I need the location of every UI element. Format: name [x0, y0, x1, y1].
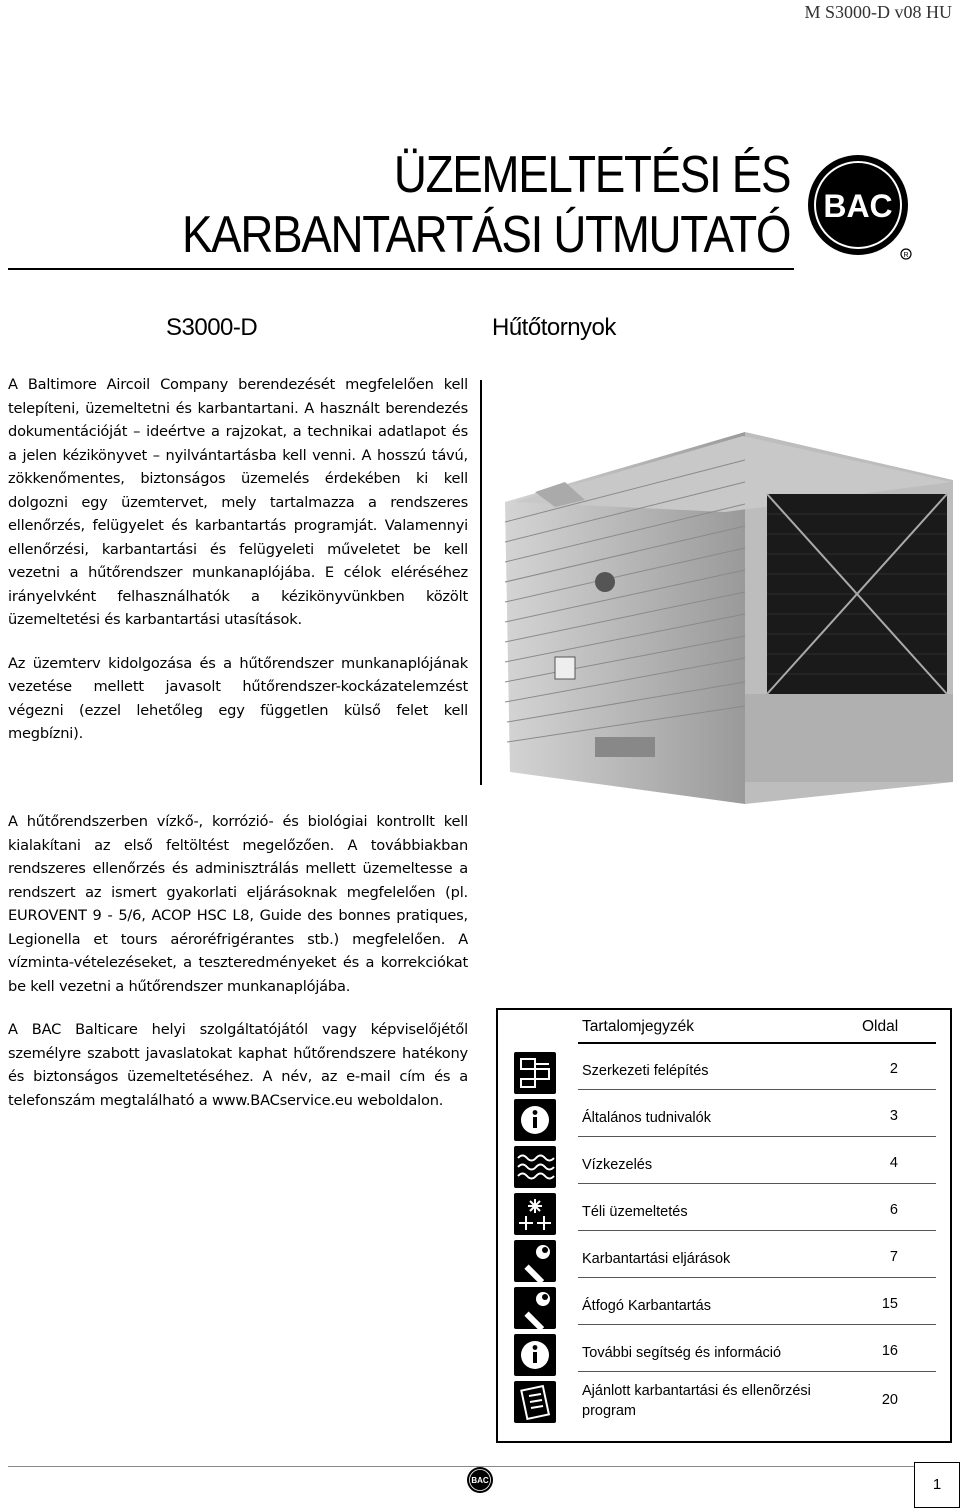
toc-divider — [578, 1230, 936, 1231]
toc-item-page: 15 — [881, 1296, 898, 1312]
toc-divider — [578, 1277, 936, 1278]
body-paragraph-3: A hűtőrendszerben vízkő-, korrózió- és biológiai kontrollt kell kialakítani az első feltöltést megelőzően. A továbbiakban rendszeres ellenőrzés és adminisztrálás mellett üzemeltesse a rendszert az ismert gyakorlati eljárásoknak megfelelően (pl. EUROVENT 9 - 5/6, ACOP HSC L8, Guide des bonnes pratiques, Legionella et tours aéroréfrigérantes stb.) megfelelően. A vízminta-vételezéseket, a teszteredményeket és a korrekciókat be kell vezetni a hűtőrendszer munkanaplójába. — [8, 813, 468, 995]
toc-item-label: Ajánlott karbantartási és ellenõrzési program — [582, 1383, 811, 1419]
toc-item-page: 4 — [889, 1155, 898, 1171]
toc-item-label: Szerkezeti felépítés — [582, 1063, 709, 1079]
toc-item-label: Átfogó Karbantartás — [582, 1298, 711, 1314]
checklist-icon — [514, 1381, 556, 1423]
svg-text:R: R — [903, 252, 909, 259]
water-icon — [514, 1146, 556, 1188]
toc-item-label: Karbantartási eljárások — [582, 1251, 731, 1267]
bac-footer-logo — [466, 1466, 494, 1494]
toc-item-page: 20 — [881, 1392, 898, 1408]
toc-divider — [578, 1183, 936, 1184]
title-divider — [8, 268, 794, 270]
toc-divider — [578, 1089, 936, 1090]
product-category: Hűtőtornyok — [492, 314, 616, 341]
intro-paragraph-2: Az üzemterv kidolgozása és a hűtőrendszer munkanaplójának vezetése mellett javasolt hűtőrendszer-kockázatelemzést végezni (ezzel lehetőleg egy független külső felet kell megbízni). — [8, 654, 468, 742]
toc-item-page: 16 — [881, 1343, 898, 1359]
toc-item-label: További segítség és információ — [582, 1345, 782, 1361]
toc-item-page: 3 — [889, 1108, 898, 1124]
info-icon — [514, 1099, 556, 1141]
model-name: S3000-D — [166, 314, 258, 341]
body-text — [8, 810, 468, 1112]
toc-item-page: 6 — [889, 1202, 898, 1218]
page-number: 1 — [914, 1462, 960, 1508]
intro-paragraph-1: A Baltimore Aircoil Company berendezését megfelelően kell telepíteni, üzemeltetni és karbantartani. A használt berendezés dokumentációját – ideértve a rajzokat, a technikai adatlapot és a jelen kézikönyvet – nyilvántartásba kell venni. A hosszú távú, zökkenőmentes, biztonságos üzemelés érdekében ki kell dolgozni egy üzemtervet, mely tartalmazza a rendszeres ellenőrzés, felügyelet és karbantartás programját. Valamennyi ellenőrzési, karbantartási és felügyeleti műveletet be kell vezetni a hűtőrendszer munkanaplójába. E célok eléréséhez irányelvként felhasználhatók a kézikönyvünkben közölt üzemeltetési és karbantartási utasítások. — [8, 376, 468, 628]
toc-divider — [578, 1324, 936, 1325]
body-paragraph-4: A BAC Balticare helyi szolgáltatójától vagy képviselőjétől személyre szabott javaslatokat kaphat hűtőrendszere hatékony és biztonságos üzemeltetéséhez. A név, az e-mail cím és a telefonszám megtalálható a www.BACservice.eu weboldalon. — [8, 1021, 468, 1109]
title-line-1: ÜZEMELTETÉSI ÉS — [393, 146, 790, 204]
toc-item-page: 7 — [889, 1249, 898, 1265]
toc-heading: Tartalomjegyzék — [582, 1018, 694, 1035]
toc-heading-divider — [578, 1042, 936, 1044]
snowflake-icon — [514, 1193, 556, 1235]
toc-item-label: Téli üzemeltetés — [582, 1204, 688, 1220]
title-line-2: KARBANTARTÁSI ÚTMUTATÓ — [181, 206, 790, 264]
logo-text: BAC — [823, 188, 893, 224]
wrench-icon — [514, 1287, 556, 1329]
bac-logo — [806, 153, 914, 261]
column-divider — [480, 380, 482, 785]
page-title — [182, 145, 790, 265]
toc-divider — [578, 1371, 936, 1372]
info-icon — [514, 1334, 556, 1376]
toc-item-label: Vízkezelés — [582, 1157, 653, 1173]
toc-item-page: 2 — [889, 1061, 898, 1077]
toc-divider — [578, 1136, 936, 1137]
toc-item-label: Általános tudnivalók — [582, 1110, 711, 1126]
footer-logo-text: BAC — [471, 1476, 489, 1485]
wrench-icon — [514, 1240, 556, 1282]
cooling-tower-photo — [495, 372, 957, 804]
document-code: M S3000-D v08 HU — [804, 2, 952, 22]
intro-text — [8, 373, 468, 746]
toc-page-heading: Oldal — [862, 1018, 899, 1035]
structure-icon — [514, 1052, 556, 1094]
